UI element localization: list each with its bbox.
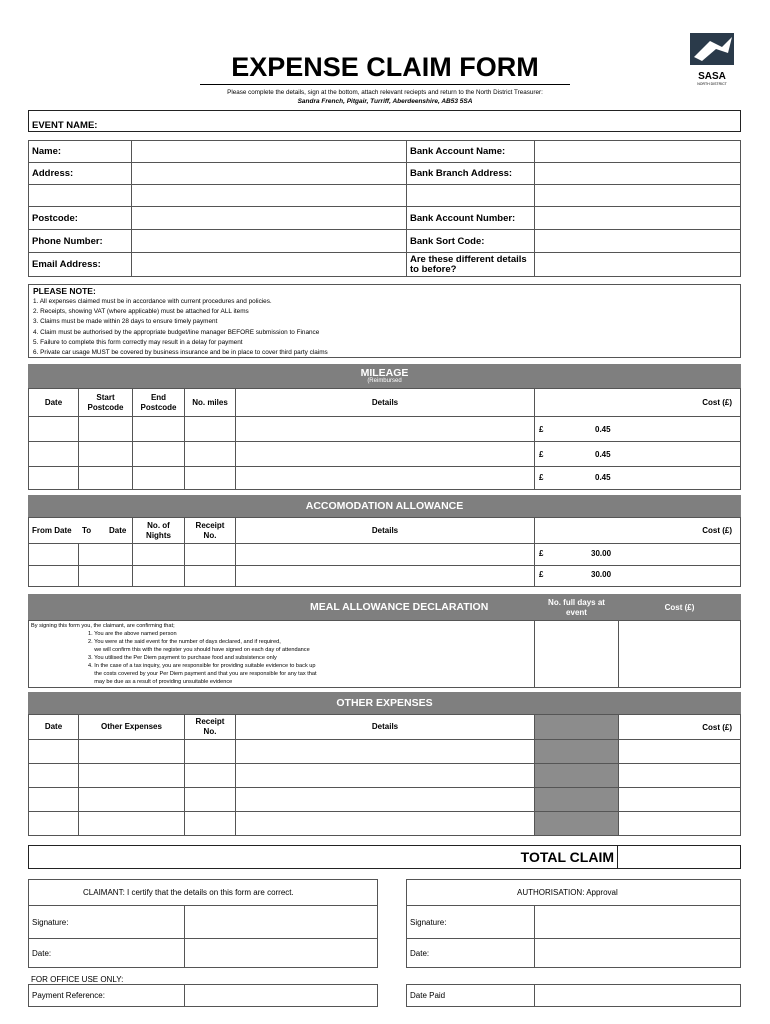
office-use-label: FOR OFFICE USE ONLY:: [31, 975, 124, 984]
accom-col-details: Details: [235, 517, 535, 544]
note-item: 5. Failure to complete this form correctly may result in a delay for payment: [33, 338, 243, 346]
total-claim-box: [28, 845, 618, 869]
meal-line: the costs covered by your Per Diem payment and that you are responsible for any tax that: [88, 671, 317, 677]
mileage-row-1-end[interactable]: [132, 416, 185, 442]
accom-row-2-nights[interactable]: [132, 565, 185, 587]
claimant-declaration: [28, 879, 378, 906]
phone-input[interactable]: [131, 229, 407, 253]
logo: [688, 33, 736, 86]
currency-symbol: £: [539, 450, 544, 459]
mileage-subtitle: (Reimbursed: [367, 378, 402, 384]
other-row-4-cost[interactable]: [618, 811, 741, 836]
other-row-1-shaded: [534, 739, 619, 764]
accom-row-1-details[interactable]: [235, 543, 535, 566]
sort-code-input[interactable]: [534, 229, 741, 253]
other-col-cost: [618, 714, 741, 740]
note-item: 1. All expenses claimed must be in accordance with current procedures and policies.: [33, 298, 272, 305]
other-row-2-shaded: [534, 763, 619, 788]
mileage-row-1-miles[interactable]: [184, 416, 236, 442]
mileage-rate: 0.45: [595, 425, 611, 434]
mileage-row-3-details[interactable]: [235, 466, 535, 490]
claimant-text: CLAIMANT: I certify that the details on this form are correct.: [83, 888, 294, 897]
other-col-details: Details: [235, 714, 535, 740]
other-row-4-shaded: [534, 811, 619, 836]
currency-symbol: £: [539, 425, 544, 434]
date-label: Date:: [32, 949, 52, 958]
email-input[interactable]: [131, 252, 407, 277]
bank-name-input[interactable]: [534, 140, 741, 163]
accom-rate: 30.00: [591, 570, 612, 579]
mileage-col-details: Details: [235, 388, 535, 417]
mileage-header: [28, 364, 741, 388]
address-label-blank: [28, 184, 132, 207]
accom-col-to: To: [82, 526, 92, 535]
address-input-1[interactable]: [131, 162, 407, 185]
accom-col-nights: No. of Nights: [132, 517, 185, 544]
accom-col-from: From Date: [32, 526, 72, 535]
notes-list: [33, 297, 736, 358]
bank-name-label: Bank Account Name:: [406, 140, 535, 163]
mileage-col-end: End Postcode: [132, 388, 185, 417]
date-paid-text: Date Paid: [410, 991, 446, 1000]
mileage-row-2-miles[interactable]: [184, 441, 236, 467]
currency-symbol: £: [539, 473, 544, 482]
other-row-1-expense[interactable]: [78, 739, 185, 764]
note-item: 3. Claims must be made within 28 days to ensure timely payment: [33, 318, 218, 326]
meal-col-cost: Cost (£): [618, 594, 741, 621]
logo-sub: NORTH DISTRICT: [697, 82, 727, 86]
bank-number-label: Bank Account Number:: [406, 206, 535, 230]
auth-date-input[interactable]: [534, 938, 741, 968]
other-row-2-details[interactable]: [235, 763, 535, 788]
other-row-4-receipt[interactable]: [184, 811, 236, 836]
mileage-col-start: Start Postcode: [78, 388, 133, 417]
mileage-row-2-cost[interactable]: [534, 441, 741, 467]
other-col-expenses: Other Expenses: [78, 714, 185, 740]
different-details-label: Are these different details to before?: [406, 252, 535, 277]
date-paid-input[interactable]: [534, 984, 741, 1007]
mileage-row-3-end[interactable]: [132, 466, 185, 490]
mileage-col-date: Date: [28, 388, 79, 417]
other-header: OTHER EXPENSES: [28, 692, 741, 715]
other-row-3-expense[interactable]: [78, 787, 185, 812]
accom-row-1-cost[interactable]: [534, 543, 741, 566]
bank-branch-label: Bank Branch Address:: [406, 162, 535, 185]
bank-branch-input-1[interactable]: [534, 162, 741, 185]
other-row-2-cost[interactable]: [618, 763, 741, 788]
notes-box: [28, 284, 741, 358]
accom-row-1-nights[interactable]: [132, 543, 185, 566]
other-row-2-expense[interactable]: [78, 763, 185, 788]
other-row-4-details[interactable]: [235, 811, 535, 836]
authorisation-header: [406, 879, 741, 906]
accom-col-from-to: [28, 517, 133, 544]
meal-header: [28, 594, 535, 621]
date-label: Date:: [410, 949, 430, 958]
mileage-row-1-start[interactable]: [78, 416, 133, 442]
name-label: Name:: [28, 140, 132, 163]
event-name-field[interactable]: [28, 110, 741, 132]
claimant-signature-input[interactable]: [184, 905, 378, 939]
note-item: 4. Claim must be authorised by the appropriate budget/line manager BEFORE submission to Finance: [33, 328, 320, 336]
sasa-logo-icon: [688, 33, 736, 69]
note-item: 2. Receipts, showing VAT (where applicable) must be attached for ALL items: [33, 308, 249, 316]
signature-label: Signature:: [32, 918, 69, 927]
claimant-date-input[interactable]: [184, 938, 378, 968]
meal-declaration: [28, 620, 535, 688]
bank-branch-input-2[interactable]: [534, 184, 741, 207]
accom-row-2-receipt[interactable]: [184, 565, 236, 587]
mileage-row-3-miles[interactable]: [184, 466, 236, 490]
name-input[interactable]: [131, 140, 407, 163]
date-paid-label: [406, 984, 535, 1007]
other-row-3-shaded: [534, 787, 619, 812]
payment-ref-label: [28, 984, 185, 1007]
currency-symbol: £: [539, 570, 544, 579]
other-row-4-date[interactable]: [28, 811, 79, 836]
sort-code-label: Bank Sort Code:: [406, 229, 535, 253]
mileage-row-2-date[interactable]: [28, 441, 79, 467]
mileage-col-cost: [534, 388, 741, 417]
other-row-2-date[interactable]: [28, 763, 79, 788]
mileage-row-3-date[interactable]: [28, 466, 79, 490]
other-cost-label: Cost (£): [702, 723, 732, 732]
total-claim-label: TOTAL CLAIM: [520, 849, 614, 865]
instruction-text: Please complete the details, sign at the bottom, attach relevant reciepts and return to the North District Treasurer:: [227, 89, 543, 96]
treasurer-address: Sandra French, Pitgair, Turriff, Aberdeenshire, AB53 5SA: [297, 98, 473, 105]
mileage-row-3-start[interactable]: [78, 466, 133, 490]
mileage-col-miles: No. miles: [184, 388, 236, 417]
meal-line: we will confirm this with the register you should have signed on each day of attendance: [88, 647, 310, 653]
other-row-1-receipt[interactable]: [184, 739, 236, 764]
bank-branch-label-blank: [406, 184, 535, 207]
other-col-shaded: [534, 714, 619, 740]
meal-days-input[interactable]: [534, 620, 619, 688]
other-row-4-expense[interactable]: [78, 811, 185, 836]
meal-line: 2. You were at the said event for the number of days declared, and if required,: [88, 639, 281, 645]
claimant-signature-label: [28, 905, 185, 939]
mileage-row-3-cost[interactable]: [534, 466, 741, 490]
accom-row-2-details[interactable]: [235, 565, 535, 587]
accom-row-2-from[interactable]: [28, 565, 79, 587]
accom-row-1-from[interactable]: [28, 543, 79, 566]
meal-line: 1. You are the above named person: [88, 631, 177, 637]
mileage-row-2-end[interactable]: [132, 441, 185, 467]
mileage-title: MILEAGE: [360, 367, 409, 379]
other-row-3-details[interactable]: [235, 787, 535, 812]
meal-intro: By signing this form you, the claimant, are confirming that;: [31, 623, 175, 629]
other-row-3-receipt[interactable]: [184, 787, 236, 812]
other-row-1-cost[interactable]: [618, 739, 741, 764]
address-label: Address:: [28, 162, 132, 185]
accom-col-cost: [534, 517, 741, 544]
other-row-1-date[interactable]: [28, 739, 79, 764]
mileage-rate: 0.45: [595, 450, 611, 459]
event-name-label: EVENT NAME:: [32, 119, 98, 131]
other-row-3-cost[interactable]: [618, 787, 741, 812]
notes-title: PLEASE NOTE:: [33, 286, 96, 296]
accom-col-receipt: Receipt No.: [184, 517, 236, 544]
payment-ref-text: Payment Reference:: [32, 991, 105, 1000]
note-item: 6. Private car usage MUST be covered by business insurance and be in place to cover third party claims: [33, 349, 328, 357]
mileage-row-2-details[interactable]: [235, 441, 535, 467]
mileage-row-1-details[interactable]: [235, 416, 535, 442]
claimant-date-label: [28, 938, 185, 968]
postcode-input[interactable]: [131, 206, 407, 230]
mileage-row-1-cost[interactable]: [534, 416, 741, 442]
auth-signature-label: [406, 905, 535, 939]
other-row-1-details[interactable]: [235, 739, 535, 764]
mileage-row-2-start[interactable]: [78, 441, 133, 467]
other-col-date: Date: [28, 714, 79, 740]
auth-date-label: [406, 938, 535, 968]
meal-line: may be due as a result of providing unsuitable evidence: [88, 679, 233, 685]
meal-line: 3. You utilised the Per Diem payment to purchase food and subsistence only: [88, 655, 277, 661]
accom-rate: 30.00: [591, 549, 612, 558]
postcode-label: Postcode:: [28, 206, 132, 230]
currency-symbol: £: [539, 549, 544, 558]
payment-ref-input[interactable]: [184, 984, 378, 1007]
other-row-3-date[interactable]: [28, 787, 79, 812]
form-title: EXPENSE CLAIM FORM: [231, 52, 539, 82]
meal-line: 4. In the case of a tax inquiry, you are responsible for providing suitable evidence to back up: [88, 663, 316, 669]
accom-cost-label: Cost (£): [702, 526, 732, 535]
meal-title: MEAL ALLOWANCE DECLARATION: [310, 601, 489, 613]
other-row-2-receipt[interactable]: [184, 763, 236, 788]
address-input-2[interactable]: [131, 184, 407, 207]
phone-label: Phone Number:: [28, 229, 132, 253]
accom-row-1-to[interactable]: [78, 543, 133, 566]
authorisation-text: AUTHORISATION: Approval: [517, 888, 618, 897]
email-label: Email Address:: [28, 252, 132, 277]
accom-row-1-receipt[interactable]: [184, 543, 236, 566]
logo-text: SASA: [698, 71, 726, 82]
meal-cost-input[interactable]: [618, 620, 741, 688]
mileage-cost-label: Cost (£): [702, 398, 732, 407]
mileage-rate: 0.45: [595, 473, 611, 482]
title-rule: [200, 84, 570, 85]
bank-number-input[interactable]: [534, 206, 741, 230]
accom-row-2-to[interactable]: [78, 565, 133, 587]
signature-label: Signature:: [410, 918, 447, 927]
accom-row-2-cost[interactable]: [534, 565, 741, 587]
different-details-input[interactable]: [534, 252, 741, 277]
auth-signature-input[interactable]: [534, 905, 741, 939]
total-claim-input[interactable]: [617, 845, 741, 869]
meal-col-days: No. full days at event: [534, 594, 619, 621]
mileage-row-1-date[interactable]: [28, 416, 79, 442]
other-col-receipt: Receipt No.: [184, 714, 236, 740]
accom-header: ACCOMODATION ALLOWANCE: [28, 495, 741, 518]
accom-col-date: Date: [109, 526, 127, 535]
